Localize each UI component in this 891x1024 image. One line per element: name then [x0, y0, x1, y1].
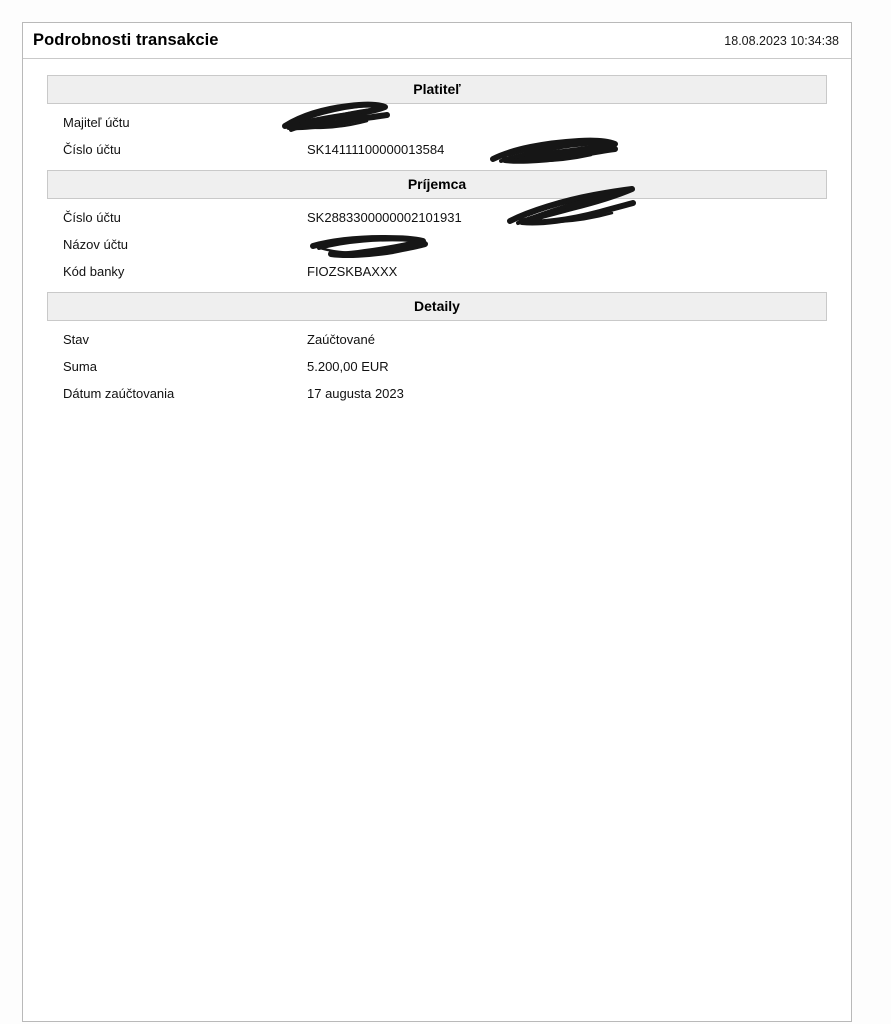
- row-value: FIOZSKBAXXX: [307, 263, 398, 279]
- row-label: Suma: [63, 358, 97, 374]
- row-label: Číslo účtu: [63, 209, 121, 225]
- row-label: Dátum zaúčtovania: [63, 385, 175, 401]
- row-value: Matúš: [307, 115, 343, 130]
- section-header-recipient: Príjemca: [47, 170, 827, 199]
- row-value: Zaúčtované: [307, 331, 375, 347]
- row-amount: [47, 354, 827, 381]
- row-recipient-bank-code: [47, 259, 827, 286]
- page-title: Podrobnosti transakcie: [33, 31, 219, 49]
- document-content: [23, 59, 851, 408]
- row-label: Kód banky: [63, 263, 125, 279]
- section-header-details: Detaily: [47, 292, 827, 321]
- row-payer-account-number: [47, 137, 827, 164]
- row-value: 17 augusta 2023: [307, 385, 404, 401]
- section-header-payer: Platiteľ: [47, 75, 827, 104]
- row-value: SK2883300000002101931: [307, 209, 462, 225]
- row-recipient-account-number: [47, 205, 827, 232]
- document-header: [23, 23, 851, 59]
- row-label: Majiteľ účtu: [63, 115, 130, 130]
- row-settlement-date: [47, 381, 827, 408]
- document-timestamp: 18.08.2023 10:34:38: [724, 33, 839, 48]
- row-label: Číslo účtu: [63, 141, 121, 157]
- row-label: Stav: [63, 331, 90, 347]
- transaction-detail-sheet: [22, 22, 852, 1022]
- row-value: SK14111100000013584: [307, 141, 445, 157]
- row-status: [47, 327, 827, 354]
- row-recipient-account-name: [47, 232, 827, 259]
- row-value: 5.200,00 EUR: [307, 358, 389, 374]
- row-payer-account-owner: [47, 110, 827, 137]
- row-label: Názov účtu: [63, 236, 129, 252]
